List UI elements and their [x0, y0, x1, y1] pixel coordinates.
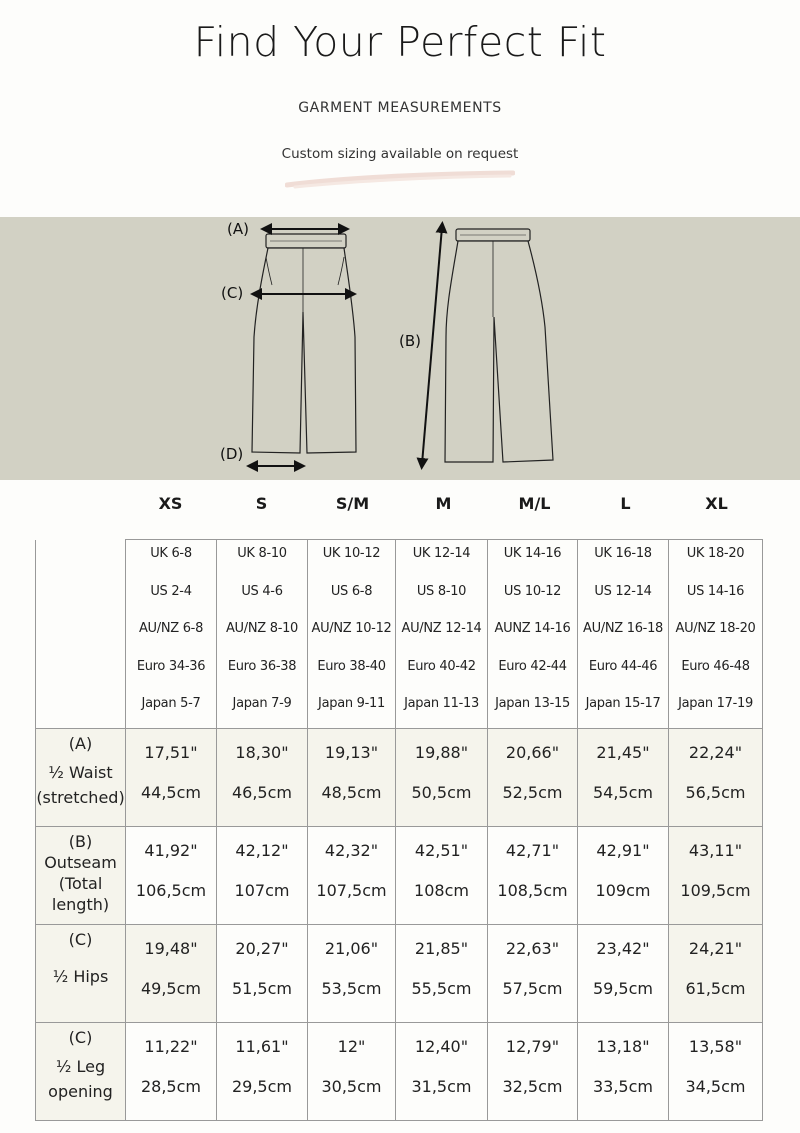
measurement-value-cell — [488, 826, 578, 924]
cm-value: 48,5cm — [321, 782, 382, 802]
inch-value: 21,45" — [596, 742, 650, 762]
measurement-value-cell — [488, 924, 578, 1022]
measurement-diagram — [0, 217, 800, 480]
cm-value: 49,5cm — [140, 978, 201, 998]
size-label: S/M — [335, 494, 370, 513]
measurement-value-cell — [396, 1022, 488, 1120]
measurement-value-cell — [126, 1022, 217, 1120]
measurement-name-line: opening — [48, 1081, 113, 1101]
measurement-value-cell — [217, 924, 308, 1022]
measurement-name-cell — [36, 1022, 126, 1120]
inch-value: 42,32" — [324, 840, 379, 860]
size-label: XL — [705, 494, 728, 513]
measurement-value-cell — [217, 728, 308, 826]
cm-value: 46,5cm — [231, 782, 292, 802]
cm-value: 52,5cm — [502, 782, 563, 802]
inch-value: 19,88" — [414, 742, 469, 762]
measurement-value-cell — [126, 728, 217, 826]
cm-value: 33,5cm — [592, 1076, 653, 1096]
measurement-row — [36, 826, 763, 924]
cm-value: 109cm — [595, 880, 651, 900]
conversion-cell: UK 6-8 US 2-4 AU/NZ 6-8 Euro 34-36 Japan 5-7 — [126, 540, 217, 729]
measurement-row — [36, 1022, 763, 1120]
cm-value: 32,5cm — [502, 1076, 563, 1096]
measurement-name-line: Outseam — [44, 852, 117, 872]
cm-value: 106,5cm — [135, 880, 207, 900]
inch-value: 21,06" — [324, 938, 379, 958]
inch-value: 21,85" — [414, 938, 469, 958]
measurement-value-cell — [578, 924, 669, 1022]
inch-value: 42,12" — [235, 840, 289, 860]
cm-value: 31,5cm — [411, 1076, 472, 1096]
inch-value: 20,66" — [505, 742, 560, 762]
side-pants-illustration — [445, 229, 553, 462]
measurement-value-cell — [217, 826, 308, 924]
measurement-code: (C) — [68, 929, 93, 949]
inch-value: 20,27" — [235, 938, 289, 958]
inch-value: 42,71" — [505, 840, 560, 860]
inch-value: 11,22" — [144, 1036, 198, 1056]
measurement-value-cell — [308, 1022, 396, 1120]
inch-value: 12,40" — [414, 1036, 469, 1056]
size-label: M/L — [518, 494, 551, 513]
measurement-name-line: ½ Leg — [55, 1056, 106, 1076]
measurement-value-cell — [488, 1022, 578, 1120]
cm-value: 53,5cm — [321, 978, 382, 998]
inch-value: 22,24" — [688, 742, 743, 762]
measurement-name-cell — [36, 826, 126, 924]
cm-value: 107,5cm — [316, 880, 387, 900]
inch-value: 24,21" — [688, 938, 743, 958]
measurement-name-line: (stretched) — [36, 787, 125, 807]
cm-value: 54,5cm — [592, 782, 653, 802]
measurement-name-line: ½ Waist — [48, 762, 113, 782]
cm-value: 59,5cm — [592, 978, 653, 998]
measurement-name-cell — [36, 924, 126, 1022]
inch-value: 41,92" — [144, 840, 198, 860]
label-c: (C) — [221, 284, 244, 302]
conversion-cell: UK 14-16 US 10-12 AUNZ 14-16 Euro 42-44 Japan 13-15 — [488, 540, 578, 729]
inch-value: 18,30" — [235, 742, 289, 762]
inch-value: 23,42" — [596, 938, 650, 958]
size-label: M — [435, 494, 452, 513]
measurement-value-cell — [578, 728, 669, 826]
section-subtitle: GARMENT MEASUREMENTS — [298, 100, 502, 116]
inch-value: 12" — [337, 1036, 366, 1056]
inch-value: 11,61" — [235, 1036, 289, 1056]
cm-value: 34,5cm — [685, 1076, 746, 1096]
cm-value: 108,5cm — [497, 880, 568, 900]
measurement-value-cell — [126, 924, 217, 1022]
cm-value: 28,5cm — [140, 1076, 201, 1096]
inch-value: 42,51" — [414, 840, 469, 860]
measurement-value-cell — [578, 826, 669, 924]
inch-value: 22,63" — [505, 938, 560, 958]
size-chart-table — [35, 539, 763, 1121]
custom-sizing-note: Custom sizing available on request — [281, 146, 519, 162]
measurement-name-line: length) — [51, 894, 110, 914]
cm-value: 55,5cm — [411, 978, 472, 998]
cm-value: 109,5cm — [680, 880, 751, 900]
inch-value: 17,51" — [144, 742, 198, 762]
inch-value: 19,48" — [144, 938, 198, 958]
measurement-row — [36, 728, 763, 826]
cm-value: 57,5cm — [502, 978, 563, 998]
measurement-value-cell — [126, 826, 217, 924]
cm-value: 108cm — [414, 880, 469, 900]
measurement-value-cell — [669, 826, 763, 924]
conversion-cell: UK 8-10 US 4-6 AU/NZ 8-10 Euro 36-38 Japan 7-9 — [217, 540, 308, 729]
measurement-value-cell — [669, 924, 763, 1022]
inch-value: 13,58" — [688, 1036, 743, 1056]
measurement-value-cell — [669, 728, 763, 826]
size-conversion-row — [36, 540, 763, 729]
conversion-cell: UK 12-14 US 8-10 AU/NZ 12-14 Euro 40-42 Japan 11-13 — [396, 540, 488, 729]
cm-value: 44,5cm — [140, 782, 201, 802]
size-label: L — [620, 494, 631, 513]
inch-value: 42,91" — [596, 840, 650, 860]
measurement-value-cell — [308, 728, 396, 826]
size-label: S — [255, 494, 268, 513]
inch-value: 43,11" — [688, 840, 743, 860]
size-label: XS — [158, 494, 183, 513]
measurement-value-cell — [308, 924, 396, 1022]
cm-value: 29,5cm — [231, 1076, 292, 1096]
measurement-value-cell — [308, 826, 396, 924]
measurement-value-cell — [396, 728, 488, 826]
conversion-cell: UK 18-20 US 14-16 AU/NZ 18-20 Euro 46-48 Japan 17-19 — [669, 540, 763, 729]
measurement-code: (B) — [68, 831, 93, 851]
size-header-row — [125, 494, 800, 518]
label-b: (B) — [399, 332, 421, 350]
measurement-code: (A) — [68, 733, 93, 753]
measurement-row — [36, 924, 763, 1022]
cm-value: 107cm — [234, 880, 290, 900]
brush-stroke-decoration — [285, 168, 515, 190]
page-title: Find Your Perfect Fit — [193, 18, 607, 66]
cm-value: 30,5cm — [321, 1076, 382, 1096]
inch-value: 13,18" — [596, 1036, 650, 1056]
inch-value: 12,79" — [505, 1036, 560, 1056]
front-pants-illustration — [252, 234, 356, 453]
cm-value: 61,5cm — [685, 978, 746, 998]
conversion-cell: UK 16-18 US 12-14 AU/NZ 16-18 Euro 44-46 Japan 15-17 — [578, 540, 669, 729]
label-a: (A) — [227, 220, 249, 238]
label-d: (D) — [220, 445, 244, 463]
cm-value: 56,5cm — [685, 782, 746, 802]
cm-value: 50,5cm — [411, 782, 472, 802]
measurement-value-cell — [578, 1022, 669, 1120]
measurement-value-cell — [669, 1022, 763, 1120]
measurement-name-line: (Total — [58, 873, 103, 893]
cm-value: 51,5cm — [231, 978, 292, 998]
measurement-code: (C) — [68, 1027, 93, 1047]
measurement-value-cell — [217, 1022, 308, 1120]
measurement-value-cell — [396, 826, 488, 924]
inch-value: 19,13" — [324, 742, 379, 762]
measurement-name-cell — [36, 728, 126, 826]
conversion-cell: UK 10-12 US 6-8 AU/NZ 10-12 Euro 38-40 Japan 9-11 — [308, 540, 396, 729]
measurement-name-line: ½ Hips — [52, 966, 109, 986]
measurement-value-cell — [488, 728, 578, 826]
measurement-value-cell — [396, 924, 488, 1022]
